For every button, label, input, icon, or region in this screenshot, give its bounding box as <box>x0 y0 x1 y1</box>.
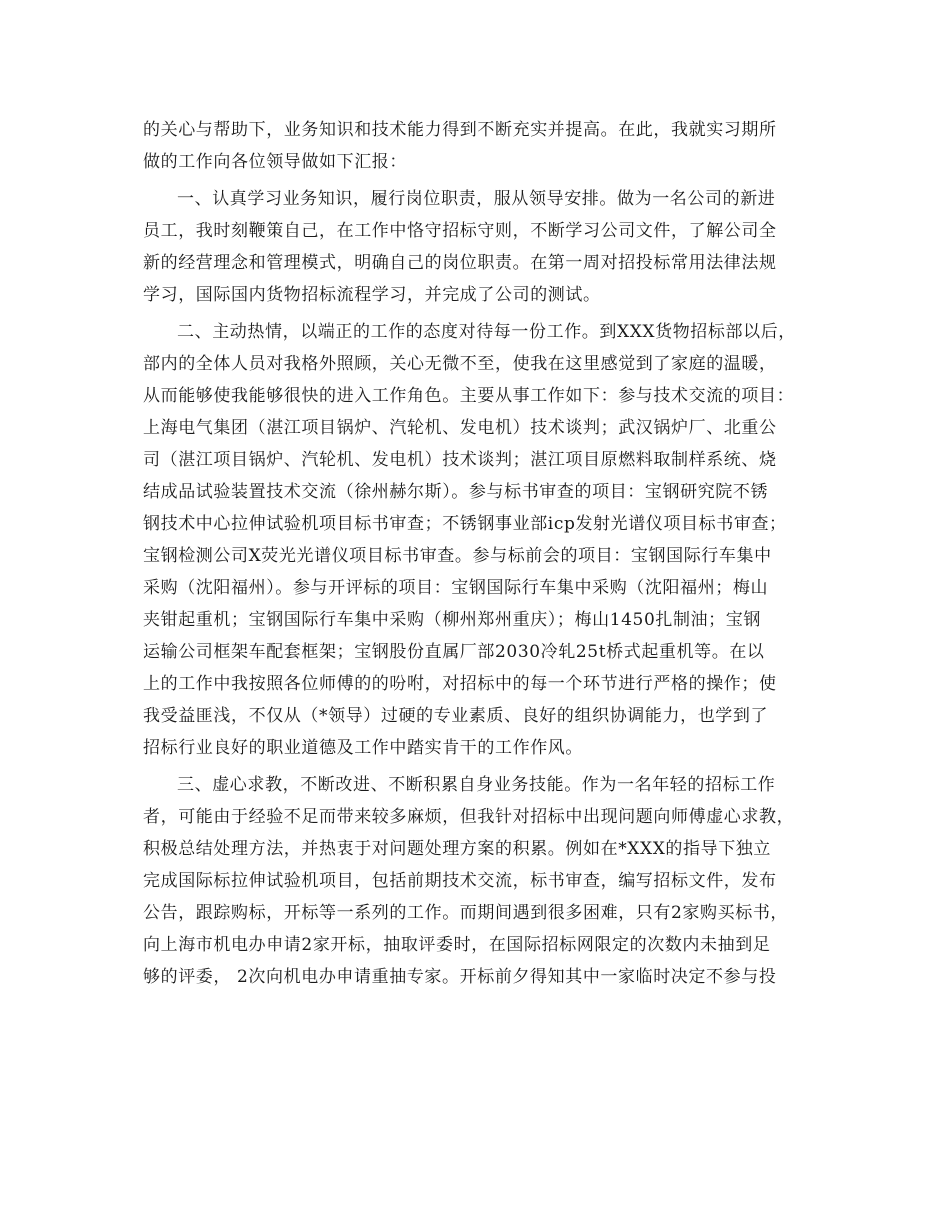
text-line: 员工，我时刻鞭策自己，在工作中恪守招标守则，不断学习公司文件，了解公司全 <box>143 221 777 241</box>
text-line: 采购（沈阳福州）。参与开评标的项目：宝钢国际行车集中采购（沈阳福州；梅山 <box>143 578 769 598</box>
text-line: 够的评委， 2次向机电办申请重抽专家。开标前夕得知其中一家临时决定不参与投 <box>143 967 777 987</box>
text-line: 上海电气集团（湛江项目锅炉、汽轮机、发电机）技术谈判；武汉锅炉厂、北重公 <box>143 418 777 438</box>
paragraph-section-1 <box>143 183 808 311</box>
text-line: 上的工作中我按照各位师傅的的吩咐，对招标中的每一个环节进行严格的操作；使 <box>143 674 777 694</box>
paragraph-section-2 <box>143 316 808 764</box>
document-page <box>143 114 808 993</box>
text-line: 招标行业良好的职业道德及工作中踏实肯干的工作作风。 <box>143 738 583 758</box>
text-line: 一、认真学习业务知识，履行岗位职责，服从领导安排。做为一名公司的新进 <box>177 189 776 209</box>
text-line: 做的工作向各位领导做如下汇报： <box>143 152 407 172</box>
text-line: 我受益匪浅，不仅从（*领导）过硬的专业素质、良好的组织协调能力，也学到了 <box>143 706 769 726</box>
text-line: 钢技术中心拉伸试验机项目标书审查；不锈钢事业部icp发射光谱仪项目标书审查； <box>143 514 787 534</box>
text-line: 向上海市机电办申请2家开标，抽取评委时，在国际招标网限定的次数内未抽到足 <box>143 935 771 955</box>
text-line: 新的经营理念和管理模式，明确自己的岗位职责。在第一周对招投标常用法律法规 <box>143 253 777 273</box>
text-line: 公告，跟踪购标，开标等一系列的工作。而期间遇到很多困难，只有2家购买标书， <box>143 903 789 923</box>
text-line: 宝钢检测公司X荧光光谱仪项目标书审查。参与标前会的项目：宝钢国际行车集中 <box>143 546 772 566</box>
text-line: 司（湛江项目锅炉、汽轮机、发电机）技术谈判；湛江项目原燃料取制样系统、烧 <box>143 450 777 470</box>
text-line: 二、主动热情，以端正的工作的态度对待每一份工作。到XXX货物招标部以后， <box>177 322 796 342</box>
text-line: 积极总结处理方法，并热衷于对问题处理方案的积累。例如在*XXX的指导下独立 <box>143 839 772 859</box>
text-line: 完成国际标拉伸试验机项目，包括前期技术交流，标书审查，编写招标文件，发布 <box>143 871 777 891</box>
text-line: 夹钳起重机；宝钢国际行车集中采购（柳州郑州重庆）；梅山1450扎制油；宝钢 <box>143 610 761 630</box>
text-line: 从而能够使我能够很快的进入工作角色。主要从事工作如下：参与技术交流的项目： <box>143 386 795 406</box>
paragraph-intro-tail <box>143 114 808 178</box>
text-line: 部内的全体人员对我格外照顾，关心无微不至，使我在这里感觉到了家庭的温暖， <box>143 354 777 374</box>
text-line: 运输公司框架车配套框架；宝钢股份直属厂部2030冷轧25t桥式起重机等。在以 <box>143 642 765 662</box>
text-line: 者，可能由于经验不足而带来较多麻烦，但我针对招标中出现问题向师傅虚心求教， <box>143 807 795 827</box>
text-line: 的关心与帮助下，业务知识和技术能力得到不断充实并提高。在此，我就实习期所 <box>143 120 777 140</box>
text-line: 结成品试验装置技术交流（徐州赫尔斯）。参与标书审查的项目：宝钢研究院不锈 <box>143 482 769 502</box>
text-line: 学习，国际国内货物招标流程学习，并完成了公司的测试。 <box>143 285 601 305</box>
text-line: 三、虚心求教，不断改进、不断积累自身业务技能。作为一名年轻的招标工作 <box>177 775 776 795</box>
paragraph-section-3 <box>143 769 808 993</box>
